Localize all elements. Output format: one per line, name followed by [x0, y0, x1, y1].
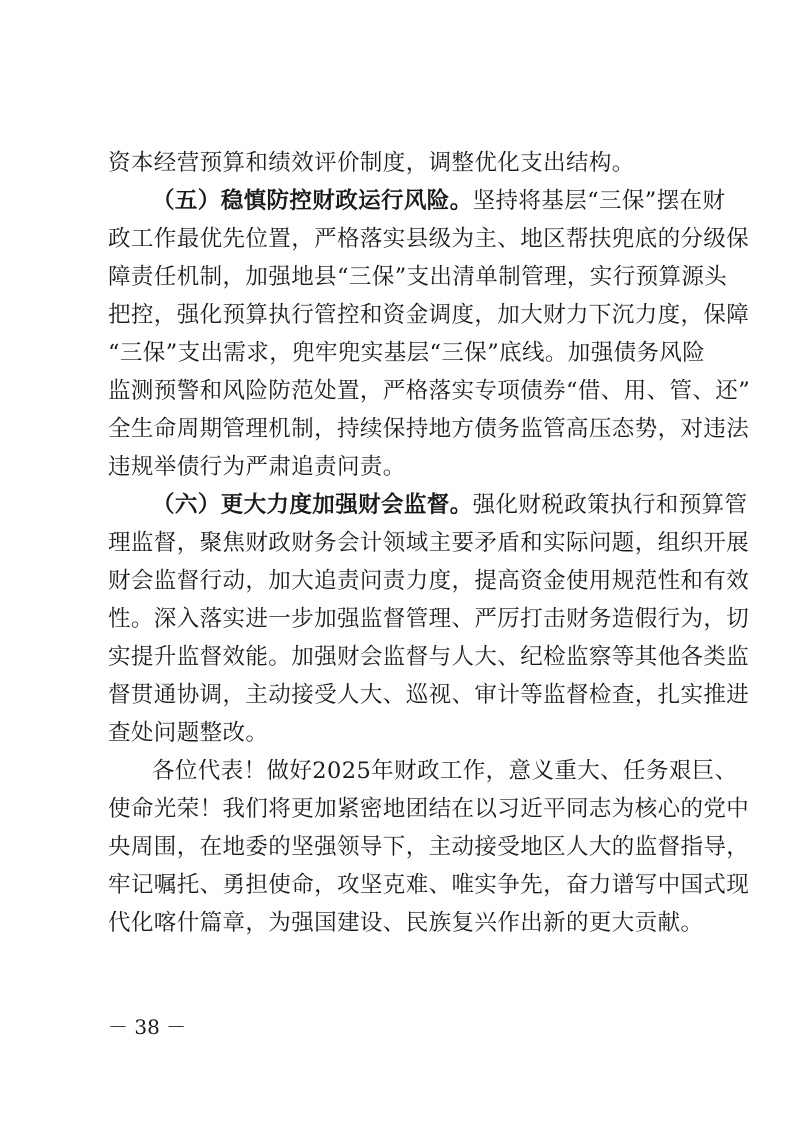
- paragraph-line: 资本经营预算和绩效评价制度，调整优化支出结构。: [108, 150, 635, 176]
- section-5-text: 坚持将基层“三保”摆在财: [472, 188, 726, 214]
- paragraph-line: 央周围，在地委的坚强领导下，主动接受地区人大的监督指导，: [108, 834, 750, 860]
- paragraph-line: 查处问题整改。: [108, 720, 269, 746]
- paragraph-line: 障责任机制，加强地县“三保”支出清单制管理，实行预算源头: [108, 264, 728, 290]
- paragraph-line: 性。深入落实进一步加强监督管理、严厉打击财务造假行为，切: [108, 606, 750, 632]
- page-number: － 38 －: [108, 1015, 187, 1039]
- section-6-heading: （六）更大力度加强财会监督。: [152, 492, 473, 518]
- paragraph-line: “三保”支出需求，兜牢兜实基层“三保”底线。加强债务风险: [108, 340, 706, 366]
- paragraph-line: 财会监督行动，加大追责问责力度，提高资金使用规范性和有效: [108, 568, 750, 594]
- paragraph-line: 牢记嘱托、勇担使命，攻坚克难、唯实争先，奋力谱写中国式现: [108, 872, 750, 898]
- section-6-text: 强化财税政策执行和预算管: [472, 492, 748, 518]
- paragraph-line: 监测预警和风险防范处置，严格落实专项债券“借、用、管、还”: [108, 378, 751, 404]
- paragraph-line: 理监督，聚焦财政财务会计领域主要矛盾和实际问题，组织开展: [108, 530, 750, 556]
- paragraph-line: 全生命周期管理机制，持续保持地方债务监管高压态势，对违法: [108, 416, 750, 442]
- section-5-first-line: [152, 182, 726, 220]
- paragraph-line: 违规举债行为严肃追责问责。: [108, 454, 406, 480]
- paragraph-line: 政工作最优先位置，严格落实县级为主、地区帮扶兜底的分级保: [108, 226, 750, 252]
- paragraph-line: 使命光荣！我们将更加紧密地团结在以习近平同志为核心的党中: [108, 796, 750, 822]
- paragraph-line: 把控，强化预算执行管控和资金调度，加大财力下沉力度，保障: [108, 302, 750, 328]
- paragraph-line: 代化喀什篇章，为强国建设、民族复兴作出新的更大贡献。: [108, 910, 704, 936]
- paragraph-line: 实提升监督效能。加强财会监督与人大、纪检监察等其他各类监: [108, 644, 750, 670]
- section-6-first-line: [152, 486, 748, 524]
- closing-first-line: 各位代表！做好2025年财政工作，意义重大、任务艰巨、: [152, 758, 738, 784]
- paragraph-line: 督贯通协调，主动接受人大、巡视、审计等监督检查，扎实推进: [108, 682, 750, 708]
- section-5-heading: （五）稳慎防控财政运行风险。: [152, 188, 473, 214]
